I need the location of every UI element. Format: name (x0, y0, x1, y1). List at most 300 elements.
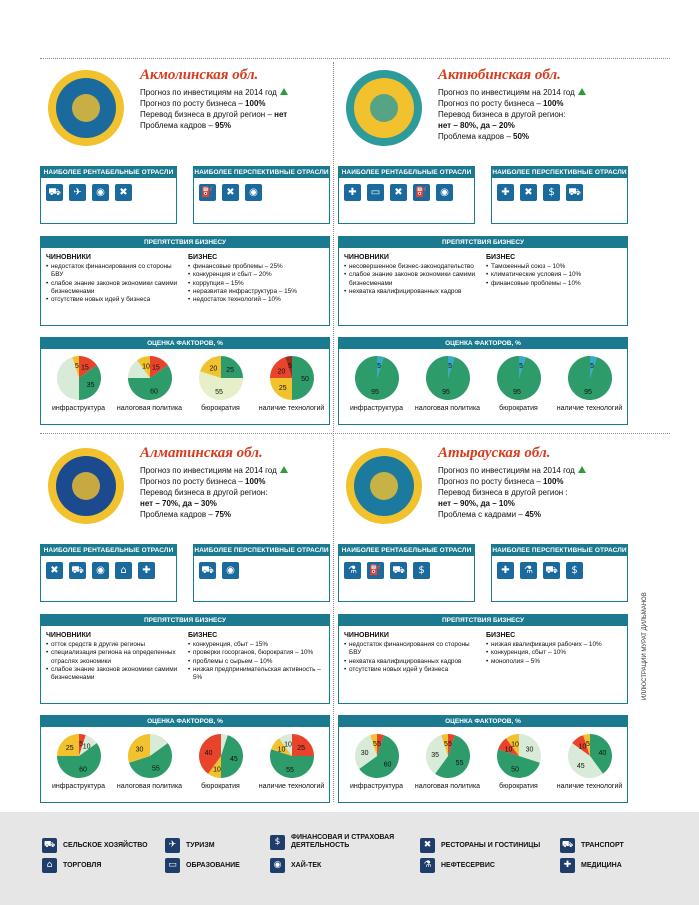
pie-value-label: 45 (229, 756, 238, 764)
pie-chart (44, 353, 114, 412)
region-stat-line (438, 131, 638, 142)
pie-value-label: 95 (441, 388, 450, 396)
officials-column (344, 632, 480, 674)
column-title: ЧИНОВНИКИ (46, 632, 91, 639)
industry-icons (194, 178, 329, 207)
legend-item (165, 838, 215, 853)
region-stat-line (140, 509, 340, 520)
list-item: • проверки госорганов, бюрократия – 10% (188, 649, 324, 657)
box-title: НАИБОЛЕЕ РЕНТАБЕЛЬНЫЕ ОТРАСЛИ (41, 545, 176, 556)
medicine-icon: ✚ (497, 184, 514, 201)
pie-row (339, 727, 627, 790)
box-title: НАИБОЛЕЕ РЕНТАБЕЛЬНЫЕ ОТРАСЛИ (339, 167, 474, 178)
retail-icon: ⌂ (42, 858, 57, 873)
pie-label: налоговая политика (116, 405, 183, 412)
box-title: НАИБОЛЕЕ ПЕРСПЕКТИВНЫЕ ОТРАСЛИ (194, 547, 329, 554)
obstacle-columns (41, 626, 329, 688)
pie-value-label: 5 (443, 741, 448, 749)
list-item: • монополия – 5% (486, 658, 622, 666)
medicine-icon: ✚ (497, 562, 514, 579)
pie-value-label: 50 (300, 376, 309, 383)
obstacle-columns (41, 248, 329, 310)
box-title: НАИБОЛЕЕ ПЕРСПЕКТИВНЫЕ ОТРАСЛИ (194, 169, 329, 176)
stat-label: Перевод бизнеса в другой регион: (140, 488, 268, 497)
stat-value: нет – 80%, да – 20% (438, 121, 515, 130)
pie-value-label: 10 (283, 741, 292, 749)
horizontal-divider (40, 58, 670, 59)
column-title: БИЗНЕС (486, 632, 516, 639)
oilservice-icon: ⚗ (520, 562, 537, 579)
profitable-industries-box (338, 166, 475, 224)
pie-label: наличие технологий (258, 405, 325, 412)
stat-value: 45% (524, 510, 541, 519)
region-stat-line (438, 487, 638, 498)
stat-label: Прогноз по инвестициям на 2014 год (438, 88, 575, 97)
pie-chart-svg (494, 731, 544, 781)
pie-label: бюрократия (499, 405, 538, 412)
stat-label: Прогноз по росту бизнеса – (140, 477, 246, 486)
restaurant-icon: ✖ (115, 184, 132, 201)
profitable-industries-box (40, 166, 177, 224)
list-item: • низкая квалификация рабочих – 10% (486, 641, 622, 649)
region-stat-line (140, 120, 340, 131)
hitech-icon: ◉ (270, 858, 285, 873)
pie-value-label: 10 (141, 363, 150, 371)
list-item: • отсутствие новых идей у бизнеса (46, 296, 182, 304)
pie-chart-svg (352, 731, 402, 781)
stat-label: Прогноз по инвестициям на 2014 год (140, 88, 277, 97)
list-item: • слабое знание законов экономики самими бизнесменами (46, 666, 182, 683)
oil-icon: ⛽ (413, 184, 430, 201)
list-item: • конкуренция и сбыт – 20% (188, 271, 324, 279)
legend-label: СЕЛЬСКОЕ ХОЗЯЙСТВО (63, 841, 148, 849)
pie-row (41, 727, 329, 790)
factors-box (40, 715, 330, 803)
pie-value-label: 55 (455, 759, 463, 767)
stat-label: Проблема с кадрами – (438, 510, 525, 519)
industry-icons (339, 178, 474, 207)
pie-value-label: 10 (277, 746, 285, 754)
industry-icons (41, 556, 176, 585)
pie-label: бюрократия (201, 405, 240, 412)
column-title: БИЗНЕС (486, 254, 516, 261)
column-title: БИЗНЕС (188, 632, 218, 639)
list-item: • неразвитая инфраструктура – 15% (188, 288, 324, 296)
legend-label: МЕДИЦИНА (581, 861, 622, 869)
prospective-industries-box (491, 166, 628, 224)
legend-label: ХАЙ-ТЕК (291, 861, 322, 869)
pie-chart-svg (352, 353, 402, 403)
region-name: Актюбинская обл. (438, 67, 561, 83)
pie-value-label: 55 (151, 765, 160, 773)
restaurant-icon: ✖ (222, 184, 239, 201)
region-stat-line (140, 465, 340, 476)
pie-label: налоговая политика (116, 783, 183, 790)
pie-chart-svg (423, 353, 473, 403)
stat-label: Перевод бизнеса в другой регион – (140, 110, 275, 119)
industry-icons (339, 556, 474, 585)
hitech-icon: ◉ (92, 184, 109, 201)
pie-value-label: 35 (430, 751, 439, 759)
region-emblem-icon (46, 446, 126, 526)
legend-label: ФИНАНСОВАЯ И СТРАХОВАЯ ДЕЯТЕЛЬНОСТЬ (291, 834, 395, 849)
pie-row (339, 349, 627, 412)
legend-item (560, 838, 624, 853)
pie-chart (484, 731, 554, 790)
pie-chart (555, 353, 625, 412)
list-item: • нехватка квалифицированных кадров (344, 658, 480, 666)
agriculture-icon: ⛟ (46, 184, 63, 201)
pie-chart (342, 731, 412, 790)
stat-value: 95% (215, 121, 232, 130)
stat-label: Прогноз по инвестициям на 2014 год (438, 466, 575, 475)
pie-chart-svg (494, 353, 544, 403)
pie-value-label: 35 (86, 381, 94, 389)
obstacle-list (344, 263, 480, 296)
region-header (140, 66, 340, 131)
pie-chart (413, 353, 483, 412)
column-title: ЧИНОВНИКИ (46, 254, 91, 261)
factors-box (338, 715, 628, 803)
pie-value-label: 5 (287, 363, 292, 371)
stat-value: 50% (513, 132, 530, 141)
oil-icon: ⛽ (199, 184, 216, 201)
factors-box (338, 337, 628, 425)
list-item: • отсутствие новых идей у бизнеса (344, 666, 480, 674)
prospective-industries-box (193, 166, 330, 224)
arrow-up-icon (280, 466, 288, 473)
region-stat-line (140, 98, 340, 109)
column-title: ЧИНОВНИКИ (344, 254, 389, 261)
transport-icon: ⛟ (560, 838, 575, 853)
pie-value-label: 60 (78, 766, 87, 774)
region-header (140, 444, 340, 520)
stat-label: Прогноз по росту бизнеса – (438, 477, 544, 486)
region-emblem-icon (344, 68, 424, 148)
list-item: • коррупция – 15% (188, 280, 324, 288)
region-stat-line (140, 476, 340, 487)
pie-label: наличие технологий (556, 783, 623, 790)
education-icon: ▭ (367, 184, 384, 201)
pie-chart-svg (196, 353, 246, 403)
region-stat-line (438, 120, 638, 131)
finance-icon: $ (566, 562, 583, 579)
pie-value-label: 5 (372, 741, 377, 749)
stat-label: Проблема кадров – (438, 132, 513, 141)
transport-icon: ⛟ (543, 562, 560, 579)
pie-value-label: 95 (512, 388, 521, 396)
list-item: • слабое знание законов экономики самими бизнесменами (46, 280, 182, 297)
legend-item (165, 858, 240, 873)
list-item: • финансовые проблемы – 25% (188, 263, 324, 271)
legend-item (270, 858, 321, 873)
pie-value-label: 5 (447, 741, 452, 749)
box-title: НАИБОЛЕЕ ПЕРСПЕКТИВНЫЕ ОТРАСЛИ (492, 547, 627, 554)
stat-value: нет – 90%, да – 10% (438, 499, 515, 508)
stat-label: Прогноз по инвестициям на 2014 год (140, 466, 277, 475)
box-title: ОЦЕНКА ФАКТОРОВ, % (339, 716, 627, 727)
region-stat-line (438, 87, 638, 98)
region-stat-line (438, 509, 638, 520)
pie-label: бюрократия (201, 783, 240, 790)
legend-label: ТУРИЗМ (186, 841, 215, 849)
stat-value: 100% (543, 477, 564, 486)
pie-chart-svg (267, 731, 317, 781)
pie-value-label: 55 (214, 388, 223, 396)
pie-chart-svg (125, 353, 175, 403)
list-item: • проблемы с сырьем – 10% (188, 658, 324, 666)
box-title: ПРЕПЯТСТВИЯ БИЗНЕСУ (41, 237, 329, 248)
industry-icons (492, 178, 627, 207)
stat-label: Прогноз по росту бизнеса – (140, 99, 246, 108)
pie-label: бюрократия (499, 783, 538, 790)
pie-value-label: 5 (78, 741, 83, 749)
pie-value-label: 5 (376, 363, 381, 371)
region-block (40, 440, 340, 810)
pie-value-label: 10 (577, 743, 586, 751)
region-stat-line (140, 87, 340, 98)
pie-value-label: 5 (589, 363, 594, 371)
pie-chart (257, 353, 327, 412)
pie-value-label: 60 (149, 388, 158, 396)
region-header (438, 66, 638, 142)
pie-value-label: 15 (80, 364, 89, 372)
pie-chart-svg (196, 731, 246, 781)
hitech-icon: ◉ (222, 562, 239, 579)
legend-item (560, 858, 622, 873)
pie-chart-svg (267, 353, 317, 403)
region-stat-line (438, 98, 638, 109)
pie-value-label: 20 (277, 368, 285, 376)
pie-chart (186, 353, 256, 412)
pie-label: инфраструктура (350, 783, 403, 790)
pie-value-label: 10 (82, 743, 91, 751)
pie-value-label: 5 (585, 741, 590, 749)
restaurant-icon: ✖ (46, 562, 63, 579)
pie-value-label: 55 (285, 766, 294, 774)
pie-chart (186, 731, 256, 790)
pie-chart (555, 731, 625, 790)
pie-value-label: 5 (376, 741, 381, 749)
stat-value: 100% (543, 99, 564, 108)
horizontal-divider (40, 433, 670, 434)
pie-chart-svg (54, 731, 104, 781)
pie-chart (115, 731, 185, 790)
box-title: ПРЕПЯТСТВИЯ БИЗНЕСУ (41, 615, 329, 626)
finance-icon: $ (543, 184, 560, 201)
pie-value-label: 10 (510, 741, 519, 749)
region-stat-line (438, 498, 638, 509)
legend-label: ТРАНСПОРТ (581, 841, 624, 849)
agriculture-icon: ⛟ (42, 838, 57, 853)
business-column (188, 632, 324, 682)
pie-value-label: 5 (74, 363, 79, 371)
region-block (338, 440, 638, 810)
pie-chart (484, 353, 554, 412)
vertical-divider (333, 62, 334, 802)
oil-icon: ⛽ (367, 562, 384, 579)
pie-value-label: 95 (370, 388, 379, 396)
medicine-icon: ✚ (560, 858, 575, 873)
region-emblem-icon (344, 446, 424, 526)
stat-label: Перевод бизнеса в другой регион : (438, 488, 568, 497)
pie-value-label: 5 (447, 363, 452, 371)
region-name: Алматинская обл. (140, 445, 263, 461)
prospective-industries-box (193, 544, 330, 602)
pie-label: инфраструктура (350, 405, 403, 412)
obstacle-columns (339, 248, 627, 302)
pie-label: инфраструктура (52, 405, 105, 412)
pie-value-label: 30 (525, 746, 533, 754)
list-item: • недостаток финансирования со стороны БВУ (46, 263, 182, 280)
pie-value-label: 50 (510, 766, 519, 774)
education-icon: ▭ (165, 858, 180, 873)
arrow-up-icon (280, 88, 288, 95)
officials-column (344, 254, 480, 296)
box-title: НАИБОЛЕЕ ПЕРСПЕКТИВНЫЕ ОТРАСЛИ (492, 169, 627, 176)
finance-icon: $ (270, 835, 285, 850)
pie-chart (115, 353, 185, 412)
oilservice-icon: ⚗ (344, 562, 361, 579)
pie-chart-svg (125, 731, 175, 781)
stat-value: нет (274, 110, 288, 119)
pie-label: наличие технологий (556, 405, 623, 412)
legend-item (420, 858, 495, 873)
list-item: • несовершенное бизнес-законодательство (344, 263, 480, 271)
box-title: ОЦЕНКА ФАКТОРОВ, % (339, 338, 627, 349)
list-item: • недостаток технологий – 10% (188, 296, 324, 304)
legend-label: ОБРАЗОВАНИЕ (186, 861, 240, 869)
stat-label: Прогноз по росту бизнеса – (438, 99, 544, 108)
officials-column (46, 254, 182, 304)
obstacle-columns (339, 626, 627, 680)
list-item: • конкуренция, сбыт – 10% (486, 649, 622, 657)
legend-label: НЕФТЕСЕРВИС (441, 861, 495, 869)
stat-value: нет – 70%, да – 30% (140, 499, 217, 508)
business-column (486, 632, 622, 674)
tourism-icon: ✈ (69, 184, 86, 201)
hitech-icon: ◉ (436, 184, 453, 201)
industry-icons (492, 556, 627, 585)
officials-column (46, 632, 182, 682)
business-obstacles-box (338, 236, 628, 326)
pie-chart (257, 731, 327, 790)
column-title: БИЗНЕС (188, 254, 218, 261)
factors-box (40, 337, 330, 425)
tourism-icon: ✈ (165, 838, 180, 853)
agriculture-icon: ⛟ (199, 562, 216, 579)
legend-item (42, 858, 101, 873)
pie-chart-svg (565, 731, 615, 781)
transport-icon: ⛟ (566, 184, 583, 201)
hitech-icon: ◉ (92, 562, 109, 579)
retail-icon: ⌂ (115, 562, 132, 579)
obstacle-list (344, 641, 480, 674)
region-name: Атырауская обл. (438, 445, 551, 461)
obstacle-list (188, 263, 324, 304)
list-item: • низкая предпринимательская активность – 5% (188, 666, 324, 683)
pie-value-label: 10 (504, 746, 512, 754)
prospective-industries-box (491, 544, 628, 602)
pie-chart-svg (565, 353, 615, 403)
region-stat-line (140, 109, 340, 120)
industry-icons (194, 556, 329, 585)
box-title: НАИБОЛЕЕ РЕНТАБЕЛЬНЫЕ ОТРАСЛИ (339, 545, 474, 556)
region-name: Акмолинская обл. (140, 67, 259, 83)
pie-row (41, 349, 329, 412)
pie-chart-svg (423, 731, 473, 781)
pie-value-label: 30 (360, 749, 369, 757)
pie-value-label: 60 (383, 761, 391, 769)
pie-label: инфраструктура (52, 783, 105, 790)
arrow-up-icon (578, 466, 586, 473)
list-item: • специализация региона на определенных отраслях экономики (46, 649, 182, 666)
list-item: • климатические условия – 10% (486, 271, 622, 279)
agriculture-icon: ⛟ (69, 562, 86, 579)
pie-value-label: 30 (135, 746, 143, 754)
obstacle-list (188, 641, 324, 682)
box-title: ОЦЕНКА ФАКТОРОВ, % (41, 338, 329, 349)
list-item: • нехватка квалифицированных кадров (344, 288, 480, 296)
pie-chart (44, 731, 114, 790)
list-item: • финансовые проблемы – 10% (486, 280, 622, 288)
hitech-icon: ◉ (245, 184, 262, 201)
restaurant-icon: ✖ (390, 184, 407, 201)
legend-item (420, 838, 540, 853)
column-title: ЧИНОВНИКИ (344, 632, 389, 639)
pie-value-label: 25 (296, 744, 305, 752)
obstacle-list (46, 641, 182, 682)
pie-value-label: 10 (212, 766, 221, 774)
pie-label: наличие технологий (258, 783, 325, 790)
pie-value-label: 5 (518, 363, 523, 371)
legend-label: ТОРГОВЛЯ (63, 861, 102, 869)
business-obstacles-box (338, 614, 628, 704)
region-stat-line (140, 487, 340, 498)
list-item: • Таможенный союз – 10% (486, 263, 622, 271)
list-item: • недостаток финансирования со стороны БВУ (344, 641, 480, 658)
industry-legend (0, 812, 699, 905)
region-stat-line (438, 476, 638, 487)
illustration-credit: ИЛЛЮСТРАЦИИ МУРАТ ДИЛЬМАНОВ (642, 592, 648, 700)
stat-label: Перевод бизнеса в другой регион: (438, 110, 566, 119)
stat-value: 100% (245, 477, 266, 486)
pie-value-label: 45 (576, 763, 585, 771)
oilservice-icon: ⚗ (420, 858, 435, 873)
industry-icons (41, 178, 176, 207)
pie-value-label: 95 (583, 388, 592, 396)
medicine-icon: ✚ (138, 562, 155, 579)
pie-value-label: 25 (278, 385, 287, 393)
restaurant-icon: ✖ (520, 184, 537, 201)
pie-value-label: 40 (597, 749, 606, 757)
restaurant-icon: ✖ (420, 838, 435, 853)
region-header (438, 444, 638, 520)
profitable-industries-box (40, 544, 177, 602)
stat-value: 100% (245, 99, 266, 108)
region-emblem-icon (46, 68, 126, 148)
pie-value-label: 15 (151, 364, 160, 372)
region-block (338, 62, 638, 432)
finance-icon: $ (413, 562, 430, 579)
business-obstacles-box (40, 236, 330, 326)
medicine-icon: ✚ (344, 184, 361, 201)
region-block (40, 62, 340, 432)
stat-value: 75% (215, 510, 232, 519)
pie-value-label: 40 (204, 749, 213, 757)
business-obstacles-box (40, 614, 330, 704)
pie-value-label: 20 (208, 365, 217, 373)
